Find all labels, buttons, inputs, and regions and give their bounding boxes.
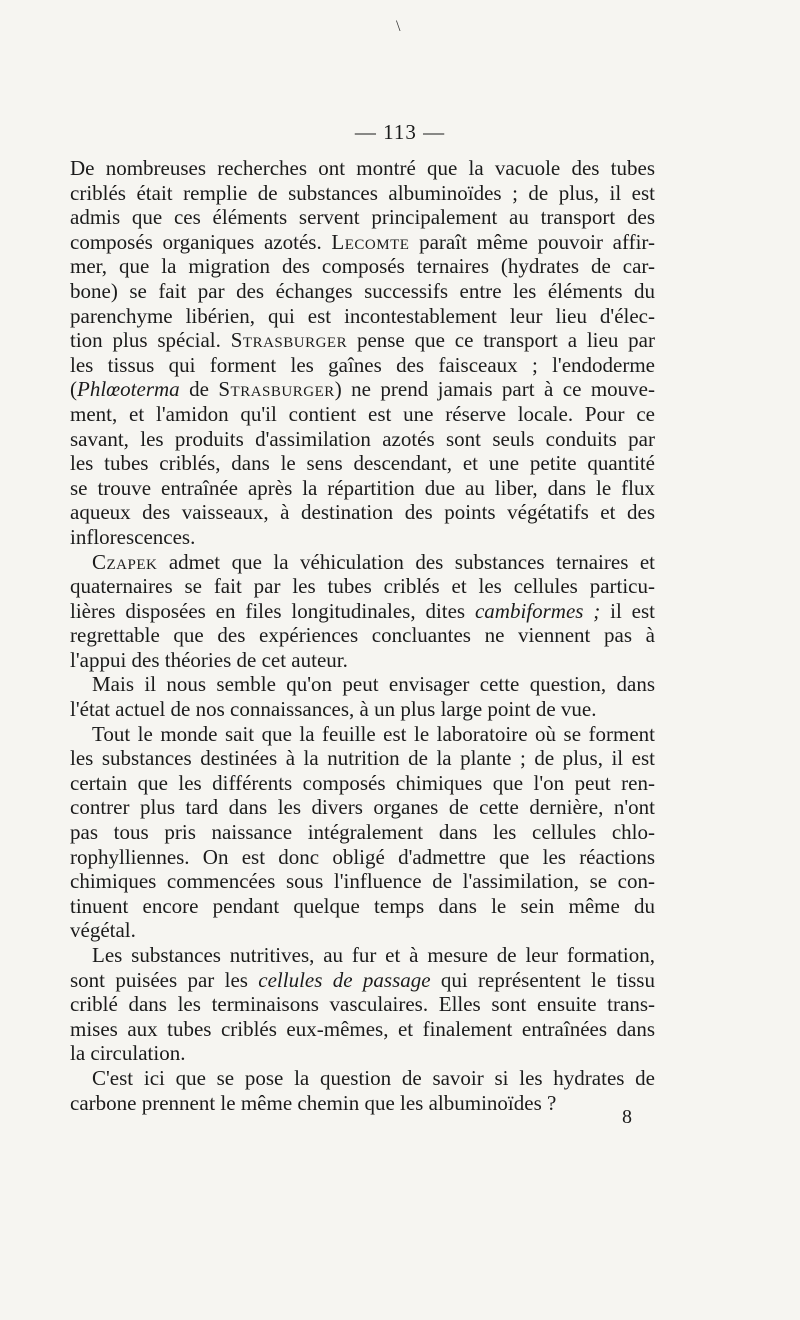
text-line: se trouve entraînée après la répartition due au liber, dans le flux xyxy=(70,475,655,500)
text-line: (Phlœoterma de Strasburger) ne prend jamais part à ce mouve- xyxy=(70,377,655,402)
text-line: rophylliennes. On est donc obligé d'admettre que les réactions xyxy=(70,844,655,869)
page-number: — 113 — xyxy=(354,120,446,144)
emphasis: cambiformes ; xyxy=(474,598,601,623)
text-line: végétal. xyxy=(70,918,136,943)
text-line: chimiques commencées sous l'influence de l'assimilation, se con- xyxy=(70,869,655,894)
margin-mark: \ xyxy=(396,18,401,35)
text-line: les tissus qui forment les gaînes des faisceaux ; l'endoderme xyxy=(70,352,655,377)
taxon-name: Phlœoterma xyxy=(77,377,180,402)
text-line: bone) se fait par des échanges successifs entre les éléments du xyxy=(70,278,655,303)
text-line: tinuent encore pendant quelque temps dans le sein même du xyxy=(70,893,655,918)
text-line: Les substances nutritives, au fur et à mesure de leur formation, xyxy=(92,943,655,967)
text-line: tion plus spécial. Strasburger pense que ce transport a lieu par xyxy=(70,328,655,353)
text-line: la circulation. xyxy=(70,1041,186,1066)
text-line: regrettable que des expériences concluantes ne viennent pas à xyxy=(70,623,655,648)
text-line: contrer plus tard dans les divers organes de cette dernière, n'ont xyxy=(70,795,655,820)
text-line: aqueux des vaisseaux, à destination des points végétatifs et des xyxy=(70,500,655,525)
text-line: carbone prennent le même chemin que les albuminoïdes ? xyxy=(70,1090,557,1115)
text-line: l'appui des théories de cet auteur. xyxy=(70,647,348,672)
author-name: Strasburger xyxy=(230,328,348,353)
author-name: Lecomte xyxy=(331,229,410,254)
emphasis: cellules de passage xyxy=(258,967,431,992)
text-line: savant, les produits d'assimilation azotés sont seuls conduits par xyxy=(70,426,655,451)
text-line: mises aux tubes criblés eux-mêmes, et finalement entraînées dans xyxy=(70,1016,655,1041)
text-line: Czapek admet que la véhiculation des substances ternaires et xyxy=(92,549,655,574)
text-line: criblés était remplie de substances albuminoïdes ; de plus, il est xyxy=(70,180,655,205)
text-line: mer, que la migration des composés ternaires (hydrates de car- xyxy=(70,254,655,279)
signature-mark: 8 xyxy=(622,1106,632,1128)
text-line: sont puisées par les cellules de passage qui représentent le tissu xyxy=(70,967,655,992)
text-line: composés organiques azotés. Lecomte paraît même pouvoir affir- xyxy=(70,229,655,254)
text-line: quaternaires se fait par les tubes criblés et les cellules particu- xyxy=(70,574,655,599)
text-line: Mais il nous semble qu'on peut envisager cette question, dans xyxy=(92,672,655,697)
author-name: Czapek xyxy=(92,549,158,574)
text-line: Tout le monde sait que la feuille est le laboratoire où se forment xyxy=(92,721,655,746)
author-name: Strasburger xyxy=(218,377,335,402)
text-line: l'état actuel de nos connaissances, à un plus large point de vue. xyxy=(70,697,597,722)
text-line: parenchyme libérien, qui est incontestablement leur lieu d'élec- xyxy=(70,303,655,328)
text-line: admis que ces éléments servent principalement au transport des xyxy=(70,205,655,230)
text-line: lières disposées en files longitudinales, dites cambiformes ; il est xyxy=(70,598,656,623)
text-line: inflorescences. xyxy=(70,524,196,549)
text-line: ment, et l'amidon qu'il contient est une réserve locale. Pour ce xyxy=(70,401,655,426)
text-line: les substances destinées à la nutrition de la plante ; de plus, il est xyxy=(70,746,655,771)
text-line: criblé dans les terminaisons vasculaires. Elles sont ensuite trans- xyxy=(70,992,655,1017)
text-line: les tubes criblés, dans le sens descendant, et une petite quantité xyxy=(70,451,655,476)
text-line: pas tous pris naissance intégralement dans les cellules chlo- xyxy=(70,820,655,845)
text-line: C'est ici que se pose la question de savoir si les hydrates de xyxy=(92,1065,655,1090)
text-line: certain que les différents composés chimiques que l'on peut ren- xyxy=(70,770,655,795)
text-line: De nombreuses recherches ont montré que la vacuole des tubes xyxy=(70,156,655,180)
body-text xyxy=(70,156,655,1115)
